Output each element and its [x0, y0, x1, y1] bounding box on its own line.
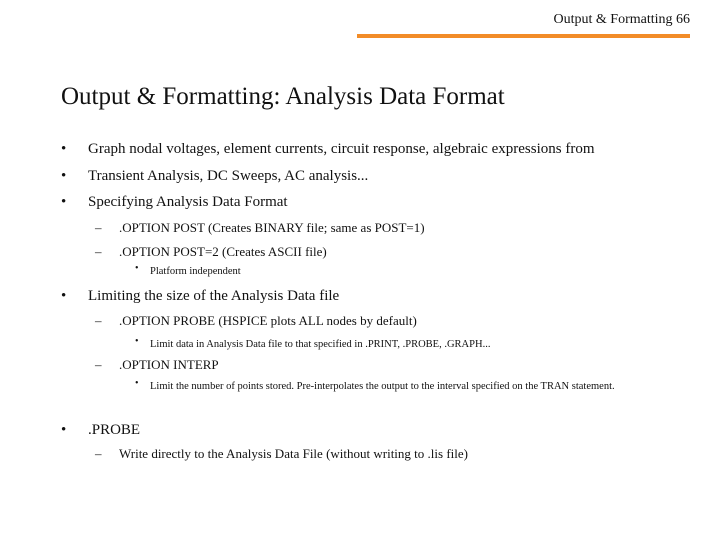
- bullet-text: .PROBE: [88, 422, 141, 438]
- dash-marker: –: [95, 357, 102, 372]
- bullet-marker: •: [61, 141, 67, 157]
- bullet-marker: •: [135, 263, 139, 274]
- bullet-text: .OPTION PROBE (HSPICE plots ALL nodes by default): [119, 313, 417, 328]
- bullet-marker: •: [61, 168, 67, 184]
- bullet-marker: •: [135, 336, 139, 347]
- bullet-marker: •: [61, 288, 67, 304]
- page-header: Output & Formatting 66: [553, 12, 690, 27]
- dash-marker: –: [95, 220, 102, 235]
- bullet-text: Specifying Analysis Data Format: [88, 194, 288, 210]
- slide-title: Output & Formatting: Analysis Data Format: [61, 83, 505, 110]
- bullet-text: Limit the number of points stored. Pre-interpolates the output to the interval specified on the TRAN statement.: [150, 381, 615, 392]
- bullet-text: .OPTION INTERP: [119, 357, 219, 372]
- dash-marker: –: [95, 244, 102, 259]
- bullet-text: .OPTION POST (Creates BINARY file; same as POST=1): [119, 220, 425, 235]
- bullet-text: Platform independent: [150, 266, 241, 277]
- bullet-text: .OPTION POST=2 (Creates ASCII file): [119, 244, 327, 259]
- dash-marker: –: [95, 446, 102, 461]
- dash-marker: –: [95, 313, 102, 328]
- bullet-text: Graph nodal voltages, element currents, circuit response, algebraic expressions from: [88, 141, 595, 157]
- bullet-marker: •: [61, 194, 67, 210]
- bullet-text: Limit data in Analysis Data file to that specified in .PRINT, .PROBE, .GRAPH...: [150, 339, 491, 350]
- bullet-marker: •: [135, 378, 139, 389]
- bullet-text: Limiting the size of the Analysis Data file: [88, 288, 340, 304]
- bullet-text: Transient Analysis, DC Sweeps, AC analysis...: [88, 168, 369, 184]
- bullet-marker: •: [61, 422, 67, 438]
- bullet-text: Write directly to the Analysis Data File (without writing to .lis file): [119, 446, 468, 461]
